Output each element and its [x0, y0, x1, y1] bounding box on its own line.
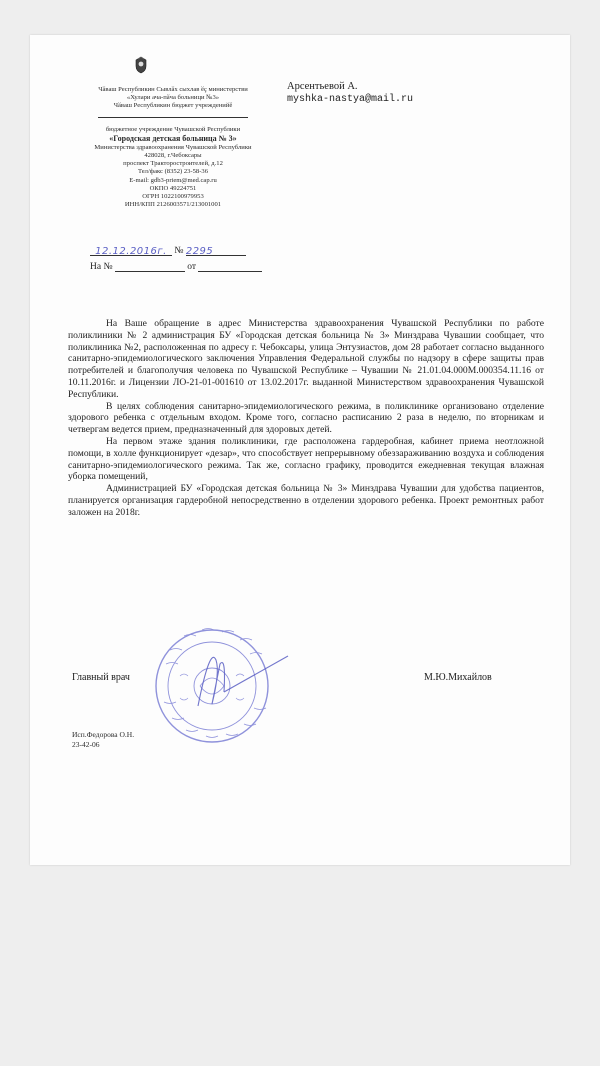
reference-line [90, 262, 262, 272]
recipient-name: Арсентьевой А. [287, 81, 358, 92]
registration-line [90, 246, 246, 256]
letterhead-divider [98, 117, 248, 118]
executor-phone: 23-42-06 [72, 740, 100, 749]
letter-body [68, 318, 544, 519]
paragraph: В целях соблюдения санитарно-эпидемиологического режима, в поликлинике организовано отделение здорового ребенка с отдельным входом. Кроме того, согласно расписанию 2 раза в неделю, по вторникам и четвергам ведется прием, предназначенный для здоровых детей. [68, 400, 544, 436]
letterhead-line: Чӑваш Республикин Сывлӑх сыхлав ӗҫ министерстви [98, 86, 248, 93]
letterhead-line: ОКПО 49224751 [149, 184, 197, 192]
letterhead-line: 428028, г.Чебоксары [144, 152, 202, 160]
signatory-role: Главный врач [72, 672, 130, 683]
letterhead-line: бюджетное учреждение Чувашской Республики [105, 125, 241, 133]
letterhead-line: ОГРН 1022100979953 [142, 193, 204, 201]
executor-block [72, 730, 134, 750]
handwritten-date: 12.12.2016г. [95, 246, 167, 257]
handwritten-number: 2295 [185, 246, 214, 257]
recipient-email: myshka-nastya@mail.ru [287, 94, 414, 105]
executor-name: Исп.Федорова О.Н. [72, 730, 135, 739]
on-number-label: На № [90, 262, 113, 272]
letterhead-line: Тел/факс (8352) 23-58-36 [137, 168, 209, 176]
letterhead [68, 74, 278, 209]
signatory-name: М.Ю.Михайлов [424, 672, 492, 683]
letterhead-line: Министерства здравоохранения Чувашской Республики [94, 143, 252, 151]
from-label: от [187, 262, 197, 272]
coat-of-arms-icon [134, 56, 148, 74]
round-seal-stamp-icon [140, 606, 290, 756]
letterhead-line: проспект Тракторостроителей, д.12 [123, 160, 223, 168]
paragraph: На Ваше обращение в адрес Министерства здравоохранения Чувашской Республики по работе поликлиники № 2 администрация БУ «Городская детская больница № 3» Минздрава Чувашии сообщает, что поликлиника №2, расположенная по адресу г. Чебоксары, улица Энтузиастов, дом 28 работает согласно выданного санитарно-эпидемиологического заключения Управления Федеральной службы по надзору в сфере защиты прав потребителей и благополучия человека по Чувашской Республике – Чувашии № 21.01.04.000М.000354.11.16 от 10.11.2016г. и Лицензии ЛО-21-01-001610 от 13.02.2017г. выданной Министерством здравоохранения Чувашской Республики. [68, 318, 544, 400]
letterhead-line: Чӑваш Республикин бюджет учрежденийӗ [113, 102, 233, 110]
organization-name: «Городская детская больница № 3» [109, 133, 237, 143]
letterhead-line: E-mail: gdb3-priem@med.cap.ru [129, 176, 217, 184]
paragraph: На первом этаже здания поликлиники, где расположена гардеробная, кабинет приема неотложной помощи, в холле функционирует «дезар», что способствует непрерывному обеззараживанию воздуха и соблюдения санитарно-эпидемиологического режима. Так же, согласно графику, проводится ежедневная текущая влажная уборка помещений, [68, 435, 544, 483]
number-symbol: № [174, 246, 184, 256]
paragraph: Администрацией БУ «Городская детская больница № 3» Минздрава Чувашии для удобства пациентов, планируется организация гардеробной непосредственно в отделении здорового ребенка. Проект ремонтных работ заложен на 2018г. [68, 483, 544, 518]
letterhead-line: «Хулари ача-пӑча больници №3» [126, 94, 220, 102]
recipient-block [287, 80, 413, 106]
letterhead-line: ИНН/КПП 2126003571/213001001 [124, 201, 222, 209]
